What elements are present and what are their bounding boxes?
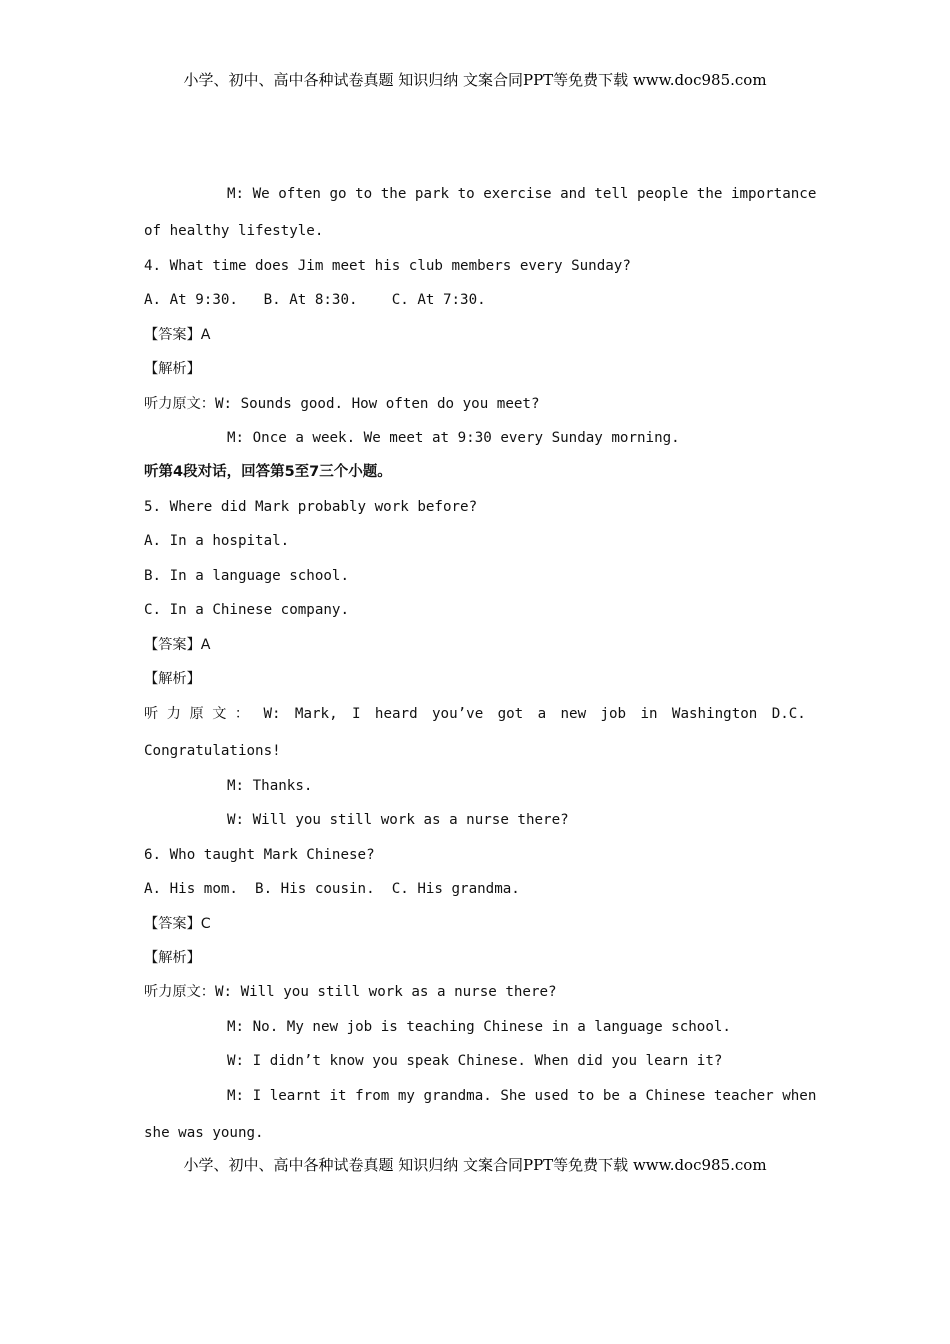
transcript-line: she was young.	[144, 1125, 264, 1141]
transcript-word: Washington	[671, 706, 758, 722]
question-6: 6. Who taught Mark Chinese?	[144, 847, 375, 863]
question-5-option-c: C. In a Chinese company.	[144, 602, 349, 618]
transcript-line: M: Once a week. We meet at 9:30 every Sunday morning.	[227, 430, 680, 446]
transcript-line: M: No. My new job is teaching Chinese in a language school.	[227, 1019, 731, 1035]
transcript-word: heard	[374, 706, 418, 722]
transcript-line: 听力原文：W: Will you still work as a nurse there?	[144, 984, 557, 1000]
transcript-word: 听 力 原 文 ：	[144, 706, 250, 722]
transcript-line: 听力原文：W: Sounds good. How often do you meet?	[144, 396, 540, 412]
answer-5: 【答案】A	[144, 637, 211, 653]
transcript-line-justified	[144, 705, 806, 723]
analysis-5-heading: 【解析】	[144, 671, 201, 687]
section-heading: 听第4段对话，回答第5至7三个小题。	[144, 464, 392, 480]
page-footer: 小学、初中、高中各种试卷真题 知识归纳 文案合同PPT等免费下载 www.doc985.com	[183, 1156, 767, 1174]
answer-6: 【答案】C	[144, 916, 211, 932]
question-5-option-a: A. In a hospital.	[144, 533, 290, 549]
transcript-word: in	[640, 706, 658, 722]
question-5: 5. Where did Mark probably work before?	[144, 499, 478, 515]
transcript-word: I	[352, 706, 361, 722]
transcript-word: Mark,	[294, 706, 338, 722]
analysis-4-heading: 【解析】	[144, 361, 201, 377]
answer-4: 【答案】A	[144, 327, 211, 343]
page-header: 小学、初中、高中各种试卷真题 知识归纳 文案合同PPT等免费下载 www.doc985.com	[183, 71, 767, 89]
transcript-line: W: Will you still work as a nurse there?	[227, 812, 569, 828]
transcript-line: of healthy lifestyle.	[144, 223, 324, 239]
transcript-word: W:	[263, 706, 281, 722]
transcript-word: you’ve	[431, 706, 484, 722]
transcript-line: Congratulations!	[144, 743, 281, 759]
transcript-word: job	[600, 706, 627, 722]
analysis-6-heading: 【解析】	[144, 950, 201, 966]
question-4: 4. What time does Jim meet his club members every Sunday?	[144, 258, 631, 274]
transcript-line: W: I didn’t know you speak Chinese. When did you learn it?	[227, 1053, 723, 1069]
transcript-word: D.C.	[771, 706, 806, 722]
transcript-line: M: Thanks.	[227, 778, 313, 794]
transcript-line: M: I learnt it from my grandma. She used to be a Chinese teacher when	[227, 1088, 817, 1104]
transcript-line: M: We often go to the park to exercise and tell people the importance	[227, 186, 817, 202]
question-4-options: A. At 9:30. B. At 8:30. C. At 7:30.	[144, 292, 486, 308]
question-6-options: A. His mom. B. His cousin. C. His grandma.	[144, 881, 520, 897]
transcript-word: got	[497, 706, 524, 722]
question-5-option-b: B. In a language school.	[144, 568, 349, 584]
transcript-word: a	[537, 706, 547, 722]
transcript-word: new	[560, 706, 587, 722]
